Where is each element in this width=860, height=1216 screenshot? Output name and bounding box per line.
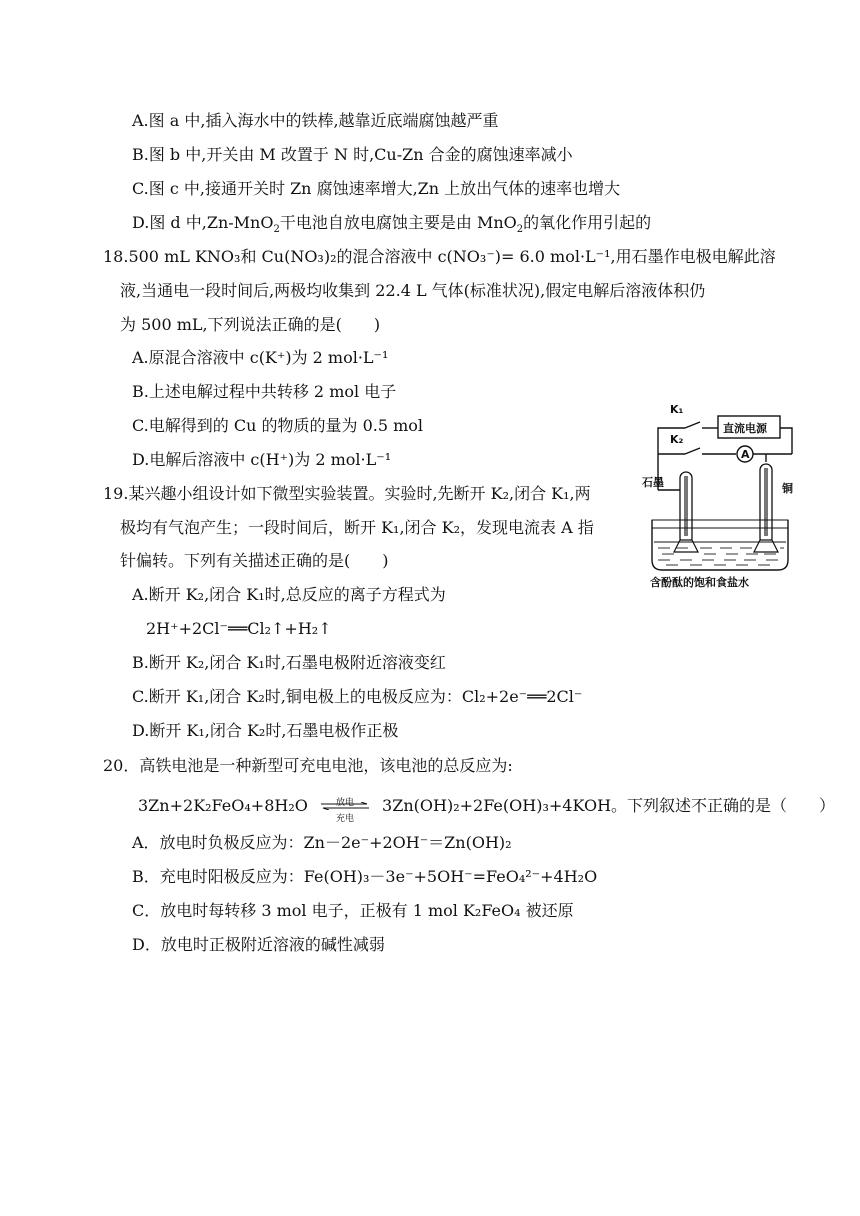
q19-stem-line3: 针偏转。下列有关描述正确的是( ) [120,551,389,570]
q18-stem-line1: 18.500 mL KNO₃和 Cu(NO₃)₂的混合溶液中 c(NO₃⁻)= 6.0 mol·L⁻¹,用石墨作电极电解此溶 [103,247,776,266]
q20-option-a: A．放电时负极反应为：Zn－2e⁻+2OH⁻＝Zn(OH)₂ [132,833,512,852]
copper-label: 铜 [782,482,793,495]
ammeter-label: A [741,448,750,461]
q20-equation-left: 3Zn+2K₂FeO₄+8H₂O [138,796,308,815]
graphite-label: 石墨 [642,476,664,489]
dc-power-label: 直流电源 [723,422,767,435]
q19-option-d: D.断开 K₁,闭合 K₂时,石墨电极作正极 [132,721,399,740]
q17-option-d: D.图 d 中,Zn-MnO$_2$干电池自放电腐蚀主要是由 MnO$_2$的氧化作用引起的 [132,213,652,236]
q20-option-b: B．充电时阳极反应为：Fe(OH)₃－3e⁻+5OH⁻=FeO₄²⁻+4H₂O [132,867,598,886]
q19-option-a-equation: 2H⁺+2Cl⁻══Cl₂↑+H₂↑ [146,619,332,638]
q19-stem-line2: 极均有气泡产生；一段时间后，断开 K₁,闭合 K₂，发现电流表 A 指 [120,518,594,537]
q20-equation [138,795,836,824]
charge-label: 充电 [335,813,354,824]
solution-caption: 含酚酞的饱和食盐水 [650,576,749,589]
q18-stem-line3: 为 500 mL,下列说法正确的是( ) [120,315,381,334]
q19-option-a-line1: A.断开 K₂,闭合 K₁时,总反应的离子方程式为 [132,585,446,604]
q20-option-c: C．放电时每转移 3 mol 电子，正极有 1 mol K₂FeO₄ 被还原 [132,901,574,920]
q17-option-a: A.图 a 中,插入海水中的铁棒,越靠近底端腐蚀越严重 [132,111,499,130]
q19-option-b: B.断开 K₂,闭合 K₁时,石墨电极附近溶液变红 [132,653,446,672]
q17-option-b: B.图 b 中,开关由 M 改置于 N 时,Cu-Zn 合金的腐蚀速率减小 [132,145,573,164]
switch-k2-label: K₂ [670,433,684,446]
q18-option-c: C.电解得到的 Cu 的物质的量为 0.5 mol [132,416,424,435]
q18-option-a: A.原混合溶液中 c(K⁺)为 2 mol·L⁻¹ [132,348,389,367]
q18-stem-line2: 液,当通电一段时间后,两极均收集到 22.4 L 气体(标准状况),假定电解后溶液体积仍 [120,281,706,300]
q18-option-b: B.上述电解过程中共转移 2 mol 电子 [132,382,397,401]
discharge-label: 放电 [335,797,354,808]
q20-equation-right: 3Zn(OH)₂+2Fe(OH)₃+4KOH。下列叙述不正确的是（ ） [382,796,836,815]
q17-option-c: C.图 c 中,接通开关时 Zn 腐蚀速率增大,Zn 上放出气体的速率也增大 [132,179,621,198]
switch-k1-label: K₁ [670,403,684,416]
q19-option-c: C.断开 K₁,闭合 K₂时,铜电极上的电极反应为：Cl₂+2e⁻══2Cl⁻ [132,687,583,706]
electrolysis-apparatus-diagram [640,402,800,592]
q20-option-d: D．放电时正极附近溶液的碱性减弱 [132,935,385,954]
q20-stem: 20．高铁电池是一种新型可充电电池，该电池的总反应为: [103,756,513,775]
reversible-arrow-icon [319,796,371,824]
q19-stem-line1: 19.某兴趣小组设计如下微型实验装置。实验时,先断开 K₂,闭合 K₁,两 [103,484,591,503]
q18-option-d: D.电解后溶液中 c(H⁺)为 2 mol·L⁻¹ [132,450,392,469]
